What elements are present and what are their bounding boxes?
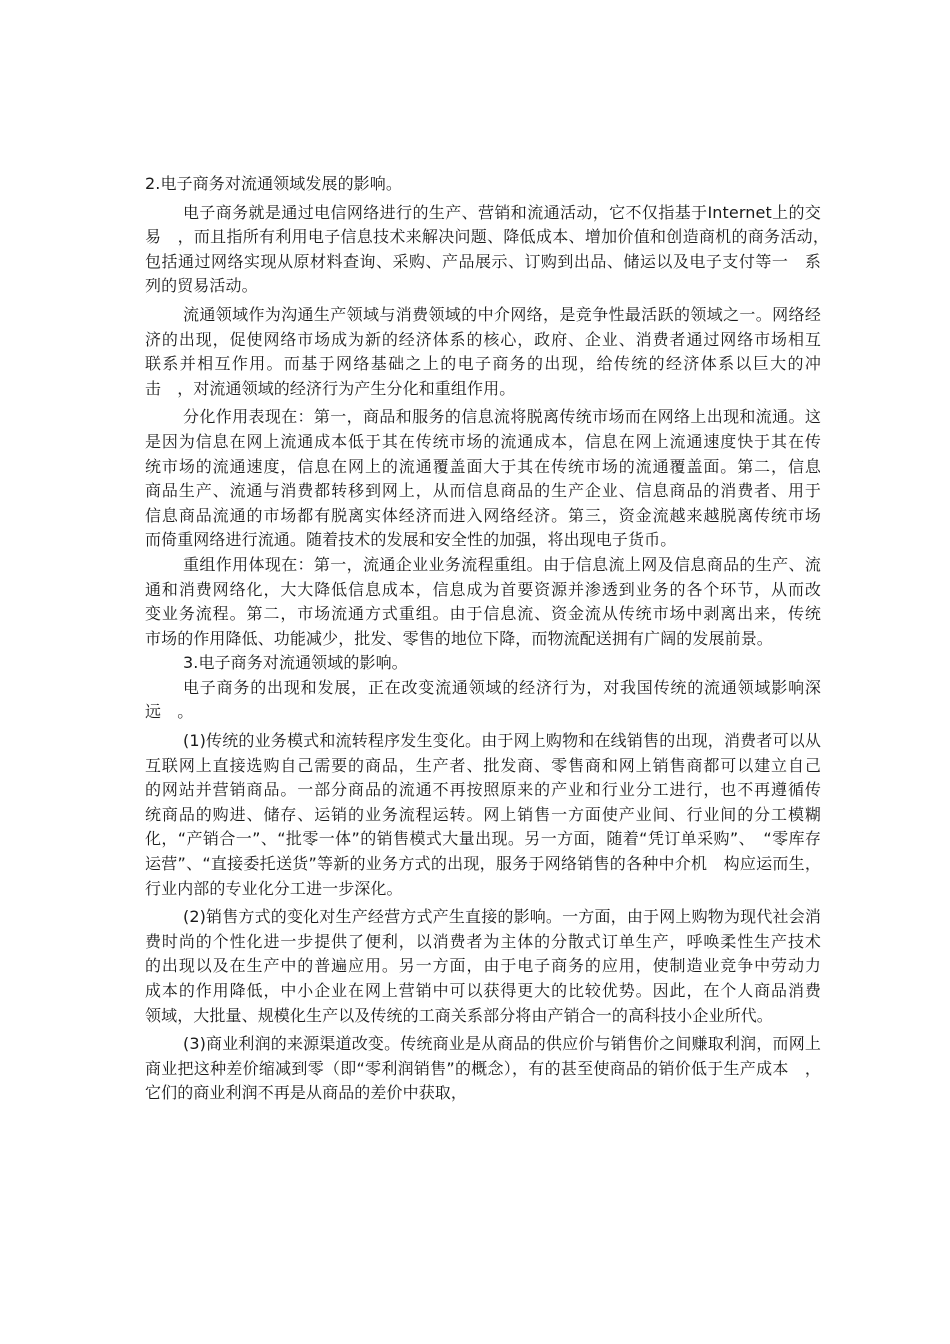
paragraph-point-1: (1)传统的业务模式和流转程序发生变化。由于网上购物和在线销售的出现，消费者可以从 互联网上直接选购自己需要的商品，生产者、批发商、零售商和网上销售商都可以建立自己 的网站并营销商品。一部分商品的流通不再按照原来的产业和行业分工进行，也不再遵循传 统商品的购进、储存、运销的业务流程运转。网上销售一方面使产业间、行业间的分工模糊 化，“产销合一”、“批零一体”的销售模式大量出现。另一方面，随着“凭订单采购”、 “零库存运营”、“直接委托送货”等新的业务方式的出现，服务于网络销售的各种中介机 构应运而生，行业内部的专业化分工进一步深化。	[145, 731, 838, 898]
paragraph-ecommerce-definition: 电子商务就是通过电信网络进行的生产、营销和流通活动，它不仅指基于Internet上的交 易 ，而且指所有利用电子信息技术来解决问题、降低成本、增加价值和创造商机的商务活动， 包括通过网络实现从原材料查询、采购、产品展示、订购到出品、储运以及电子支付等一 系列的贸易活动。	[145, 202, 838, 296]
section-heading-3: 3.电子商务对流通领域的影响。	[183, 653, 408, 673]
section-heading-2: 2.电子商务对流通领域发展的影响。	[145, 174, 402, 193]
document-page	[145, 172, 838, 1106]
paragraph-impact-intro: 电子商务的出现和发展，正在改变流通领域的经济行为，对我国传统的流通领域影响深远 。	[145, 677, 821, 722]
paragraph-differentiation: 分化作用表现在：第一，商品和服务的信息流将脱离传统市场而在网络上出现和流通。这 是因为信息在网上流通成本低于其在传统市场的流通成本，信息在网上流通速度快于其在传 统市场的流通速度，信息在网上的流通覆盖面大于其在传统市场的流通覆盖面。第二，信息 商品生产、流通与消费都转移到网上，从而信息商品的生产企业、信息商品的消费者、用于 信息商品流通的市场都有脱离实体经济而进入网络经济。第三，资金流越来越脱离传统市场 而倚重网络进行流通。随着技术的发展和安全性的加强，将出现电子货币。	[145, 407, 838, 550]
paragraph-circulation-field: 流通领域作为沟通生产领域与消费领域的中介网络，是竞争性最活跃的领域之一。网络经 济的出现，促使网络市场成为新的经济体系的核心，政府、企业、消费者通过网络市场相互 联系并相互作用。而基于网络基础之上的电子商务的出现，给传统的经济体系以巨大的冲击 ，对流通领域的经济行为产生分化和重组作用。	[145, 304, 838, 398]
paragraph-point-3: (3)商业利润的来源渠道改变。传统商业是从商品的供应价与销售价之间赚取利润，而网上 商业把这种差价缩减到零（即“零利润销售”的概念），有的甚至使商品的销价低于生产成本 ，它们的商业利润不再是从商品的差价中获取，	[145, 1034, 838, 1103]
paragraph-restructuring: 重组作用体现在：第一，流通企业业务流程重组。由于信息流上网及信息商品的生产、流 通和消费网络化，大大降低信息成本，信息成为首要资源并渗透到业务的各个环节，从而改 变业务流程。第二，市场流通方式重组。由于信息流、资金流从传统市场中剥离出来，传统 市场的作用降低、功能减少，批发、零售的地位下降，而物流配送拥有广阔的发展前景。	[145, 554, 838, 648]
paragraph-point-2: (2)销售方式的变化对生产经营方式产生直接的影响。一方面，由于网上购物为现代社会消 费时尚的个性化进一步提供了便利，以消费者为主体的分散式订单生产，呼唤柔性生产技术 的出现以及在生产中的普遍应用。另一方面，由于电子商务的应用，使制造业竞争中劳动力 成本的作用降低，中小企业在网上营销中可以获得更大的比较优势。因此，在个人商品消费 领域，大批量、规模化生产以及传统的工商关系部分将由产销合一的高科技小企业所代。	[145, 907, 838, 1025]
